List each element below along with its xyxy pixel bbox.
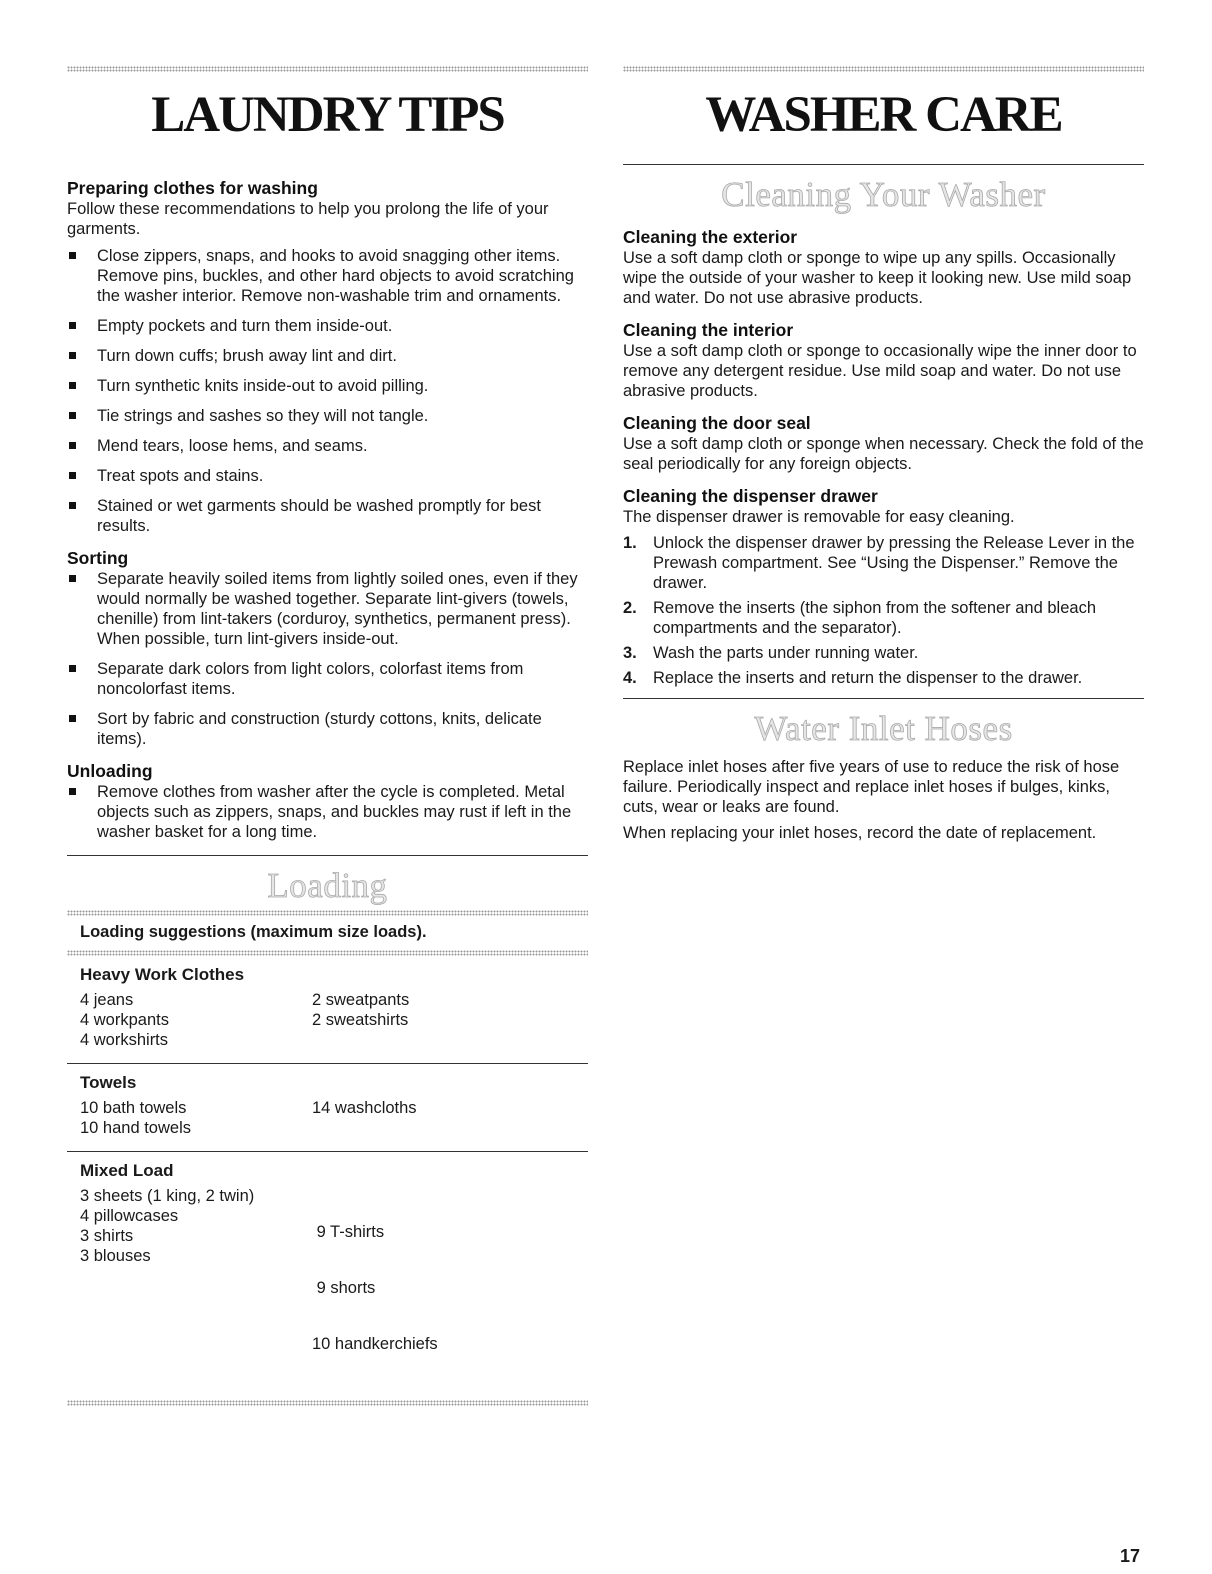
load-item: 14 washcloths xyxy=(312,1099,417,1117)
water-inlet-hoses-title: Water Inlet Hoses xyxy=(754,709,1013,748)
unloading-section xyxy=(67,761,588,842)
dispenser-intro: The dispenser drawer is removable for easy cleaning. xyxy=(623,508,1015,526)
hoses-record-text: When replacing your inlet hoses, record the date of replacement. xyxy=(623,824,1097,842)
load-item: 2 sweatshirts xyxy=(312,1011,409,1029)
list-item: Stained or wet garments should be washed promptly for best results. xyxy=(67,496,588,536)
list-item: Separate dark colors from light colors, colorfast items from noncolorfast items. xyxy=(67,659,588,699)
load-item: 4 workpants xyxy=(80,1011,169,1029)
step-text: Wash the parts under running water. xyxy=(653,644,919,662)
heavy-work-clothes-group xyxy=(67,964,588,1050)
list-item xyxy=(623,668,1144,688)
towels-group xyxy=(67,1072,588,1138)
dispenser-section xyxy=(623,486,1144,688)
group-name: Heavy Work Clothes xyxy=(80,965,245,984)
group-name: Mixed Load xyxy=(80,1161,174,1180)
laundry-tips-column xyxy=(67,66,588,1406)
preparing-heading: Preparing clothes for washing xyxy=(67,178,318,198)
load-item: 10 hand towels xyxy=(80,1119,191,1137)
list-item: Mend tears, loose hems, and seams. xyxy=(67,436,588,456)
group-items xyxy=(80,1186,588,1390)
loading-title: Loading xyxy=(267,866,388,905)
step-text: Unlock the dispenser drawer by pressing the Release Lever in the Prewash compartment. See “Using the Dispenser.” Remove the drawer. xyxy=(653,534,1135,592)
exterior-heading: Cleaning the exterior xyxy=(623,227,798,247)
preparing-section xyxy=(67,178,588,536)
sorting-section xyxy=(67,548,588,749)
group-items xyxy=(80,990,588,1050)
list-item: Close zippers, snaps, and hooks to avoid snagging other items. Remove pins, buckles, and other hard objects to avoid scratching the washer interior. Remove non-washable trim and ornaments. xyxy=(67,246,588,306)
load-item: 9 shorts xyxy=(312,1279,376,1297)
loading-top-rule xyxy=(67,855,588,856)
list-item: Treat spots and stains. xyxy=(67,466,588,486)
washer-care-title: WASHER CARE xyxy=(705,87,1062,143)
page-number: 17 xyxy=(1120,1546,1141,1566)
list-item xyxy=(623,598,1144,638)
load-item: 3 sheets (1 king, 2 twin) xyxy=(80,1187,255,1205)
load-item: 3 shirts xyxy=(80,1227,134,1245)
group-divider xyxy=(67,1151,588,1152)
hoses-top-rule xyxy=(623,698,1144,699)
list-item: Remove clothes from washer after the cycle is completed. Metal objects such as zippers, snaps, and buckles may rust if left in the washer basket for a long time. xyxy=(67,782,588,842)
exterior-section xyxy=(623,227,1144,308)
interior-heading: Cleaning the interior xyxy=(623,320,794,340)
step-number: 4. xyxy=(623,669,637,687)
interior-text: Use a soft damp cloth or sponge to occasionally wipe the inner door to remove any detergent residue. Use mild soap and water. Do not use abrasive products. xyxy=(623,342,1137,400)
loading-bottom-dotted-rule xyxy=(67,1400,588,1406)
preparing-intro: Follow these recommendations to help you prolong the life of your garments. xyxy=(67,200,549,238)
list-item: Tie strings and sashes so they will not tangle. xyxy=(67,406,588,426)
group-name: Towels xyxy=(80,1073,137,1092)
load-item: 4 jeans xyxy=(80,991,134,1009)
step-number: 2. xyxy=(623,599,637,617)
list-item xyxy=(623,533,1144,593)
door-seal-heading: Cleaning the door seal xyxy=(623,413,811,433)
group-divider xyxy=(67,1063,588,1064)
cleaning-top-rule xyxy=(623,164,1144,165)
laundry-tips-title: LAUNDRY TIPS xyxy=(151,87,504,143)
list-item: Separate heavily soiled items from lightly soiled ones, even if they would normally be washed together. Separate lint-givers (towels, chenille) from lint-takers (corduroy, synthetics, permanent press). When possible, turn lint-givers inside-out. xyxy=(67,569,588,649)
door-seal-text: Use a soft damp cloth or sponge when necessary. Check the fold of the seal periodically for any foreign objects. xyxy=(623,435,1144,473)
top-dotted-rule xyxy=(67,66,588,72)
group-items xyxy=(80,1098,588,1138)
load-item: 9 T-shirts xyxy=(312,1223,385,1241)
load-item: 4 workshirts xyxy=(80,1031,169,1049)
dispenser-heading: Cleaning the dispenser drawer xyxy=(623,486,878,506)
door-seal-section xyxy=(623,413,1144,474)
washer-care-column xyxy=(623,66,1144,843)
cleaning-your-washer-title: Cleaning Your Washer xyxy=(721,175,1046,214)
load-item: 2 sweatpants xyxy=(312,991,410,1009)
list-item: Turn synthetic knits inside-out to avoid pilling. xyxy=(67,376,588,396)
unloading-list xyxy=(67,782,588,842)
hoses-text: Replace inlet hoses after five years of use to reduce the risk of hose failure. Periodically inspect and replace inlet hoses if bulges, kinks, cuts, wear or leaks are found. xyxy=(623,758,1120,816)
step-number: 3. xyxy=(623,644,637,662)
sorting-heading: Sorting xyxy=(67,548,129,568)
top-dotted-rule xyxy=(623,66,1144,72)
list-item xyxy=(623,643,1144,663)
loading-header-dotted-rule xyxy=(67,950,588,956)
step-text: Remove the inserts (the siphon from the softener and bleach compartments and the separator). xyxy=(653,599,1096,637)
load-item: 4 pillowcases xyxy=(80,1207,179,1225)
load-item: 10 bath towels xyxy=(80,1099,187,1117)
unloading-heading: Unloading xyxy=(67,761,153,781)
interior-section xyxy=(623,320,1144,401)
exterior-text: Use a soft damp cloth or sponge to wipe up any spills. Occasionally wipe the outside of your washer to keep it looking new. Use mild soap and water. Do not use abrasive products. xyxy=(623,249,1132,307)
list-item: Turn down cuffs; brush away lint and dirt. xyxy=(67,346,588,366)
preparing-list xyxy=(67,246,588,536)
step-number: 1. xyxy=(623,534,637,552)
sorting-list xyxy=(67,569,588,749)
mixed-load-group xyxy=(67,1160,588,1390)
load-item: 3 blouses xyxy=(80,1247,151,1265)
step-text: Replace the inserts and return the dispenser to the drawer. xyxy=(653,669,1083,687)
list-item: Empty pockets and turn them inside-out. xyxy=(67,316,588,336)
loading-suggestions-label: Loading suggestions (maximum size loads). xyxy=(80,923,427,941)
dispenser-steps xyxy=(623,533,1144,688)
load-item: 10 handkerchiefs xyxy=(312,1335,438,1353)
list-item: Sort by fabric and construction (sturdy cottons, knits, delicate items). xyxy=(67,709,588,749)
